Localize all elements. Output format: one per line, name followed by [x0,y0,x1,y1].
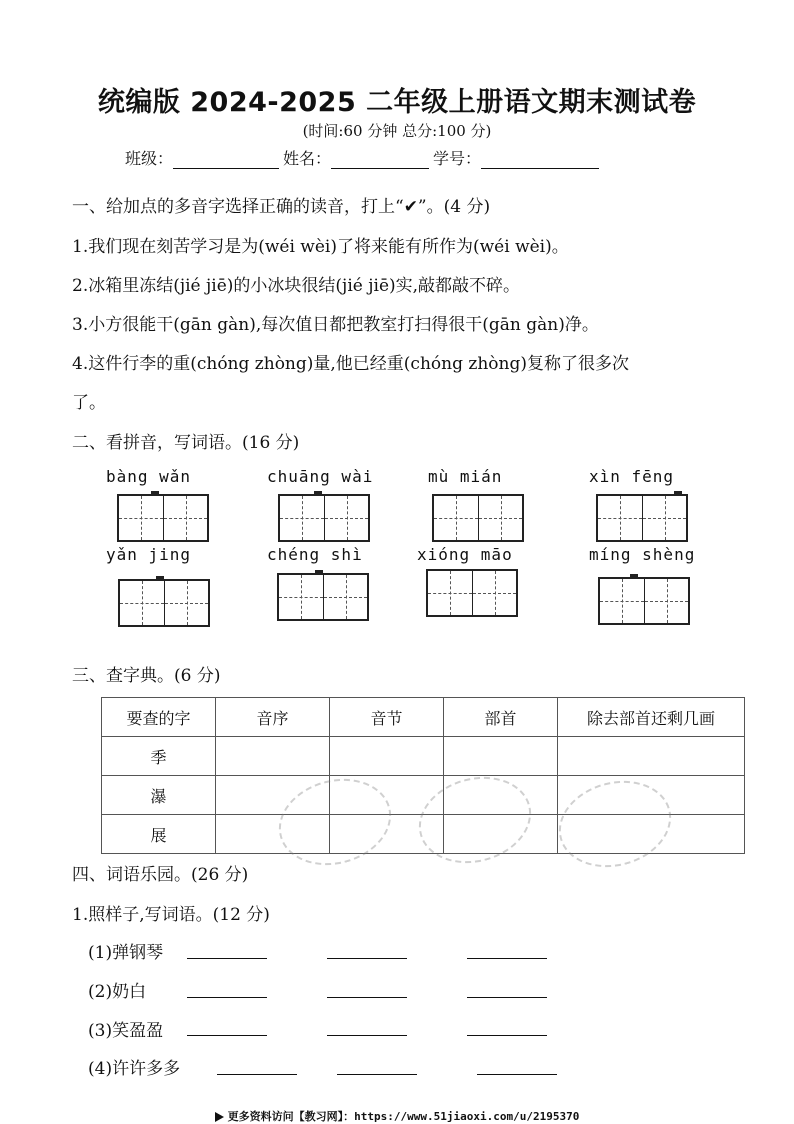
class-field[interactable] [173,152,279,169]
answer-blank[interactable] [467,979,547,998]
name-label: 姓名： [283,149,332,168]
writing-grid[interactable] [598,577,690,625]
pinyin-label: xìn fēng [589,467,675,486]
footer-link[interactable]: 更多资料访问【教习网】：https://www.51jiaoxi.com/u/2195370 [227,1110,580,1123]
subquestion-1: 1.照样子,写词语。(12 分) [72,905,270,925]
table-row [102,737,745,776]
pinyin-label: chuāng wài [267,467,374,486]
answer-blank[interactable] [327,979,407,998]
writing-grid[interactable] [426,569,518,617]
answer-blank[interactable] [187,940,267,959]
question-1: 1.我们现在刻苦学习是为(wéi wèi)了将来能有所作为(wéi wèi)。 [72,237,569,257]
answer-blank[interactable] [187,1017,267,1036]
answer-blank[interactable] [467,940,547,959]
answer-blank[interactable] [477,1056,557,1075]
answer-blank[interactable] [217,1056,297,1075]
word-example: (2)奶白 [88,982,147,1002]
page-title: 统编版 2024-2025 二年级上册语文期末测试卷 [97,87,697,118]
section1-heading: 一、给加点的多音字选择正确的读音，打上“✔”。(4 分) [72,197,491,217]
exam-meta: (时间:60 分钟 总分:100 分) [302,122,492,140]
pinyin-label: xióng māo [417,545,513,564]
answer-cell[interactable] [216,737,330,776]
column-header: 音序 [216,698,330,737]
pinyin-label: mù mián [428,467,503,486]
table-header-row [102,698,745,737]
answer-blank[interactable] [327,940,407,959]
student-id-field[interactable] [481,152,599,169]
word-example: (1)弹钢琴 [88,943,164,963]
lookup-char: 瀑 [102,776,216,815]
column-header: 部首 [444,698,558,737]
class-label: 班级： [125,149,174,168]
question-2: 2.冰箱里冻结(jié jiē)的小冰块很结(jié jiē)实,敲都敲不碎。 [72,276,521,296]
pinyin-label: yǎn jing [106,545,192,564]
answer-blank[interactable] [327,1017,407,1036]
id-label: 学号： [433,149,482,168]
pinyin-label: chéng shì [267,545,363,564]
lookup-char: 季 [102,737,216,776]
flag-icon [215,1112,224,1122]
column-header: 要查的字 [102,698,216,737]
pinyin-label: míng shèng [589,545,696,564]
word-example: (3)笑盈盈 [88,1021,164,1041]
writing-grid[interactable] [596,494,688,542]
column-header: 除去部首还剩几画 [558,698,745,737]
name-field[interactable] [331,152,429,169]
answer-blank[interactable] [187,979,267,998]
answer-cell[interactable] [558,737,745,776]
writing-grid[interactable] [278,494,370,542]
section3-heading: 三、查字典。(6 分) [72,666,221,686]
writing-grid[interactable] [277,573,369,621]
writing-grid[interactable] [117,494,209,542]
section2-heading: 二、看拼音，写词语。(16 分) [72,433,300,453]
question-3: 3.小方很能干(gān gàn),每次值日都把教室打扫得很干(gān gàn)净。 [72,315,599,335]
writing-grid[interactable] [118,579,210,627]
answer-blank[interactable] [467,1017,547,1036]
question-4-cont: 了。 [72,393,106,413]
answer-cell[interactable] [444,737,558,776]
footer [0,1108,794,1124]
word-example: (4)许许多多 [88,1059,181,1079]
column-header: 音节 [330,698,444,737]
pinyin-label: bàng wǎn [106,467,192,486]
lookup-char: 展 [102,815,216,854]
question-4: 4.这件行李的重(chóng zhòng)量,他已经重(chóng zhòng)复称了很多次 [72,354,629,374]
answer-blank[interactable] [337,1056,417,1075]
writing-grid[interactable] [432,494,524,542]
section4-heading: 四、词语乐园。(26 分) [72,865,249,885]
student-info-row [125,146,603,169]
answer-cell[interactable] [330,737,444,776]
